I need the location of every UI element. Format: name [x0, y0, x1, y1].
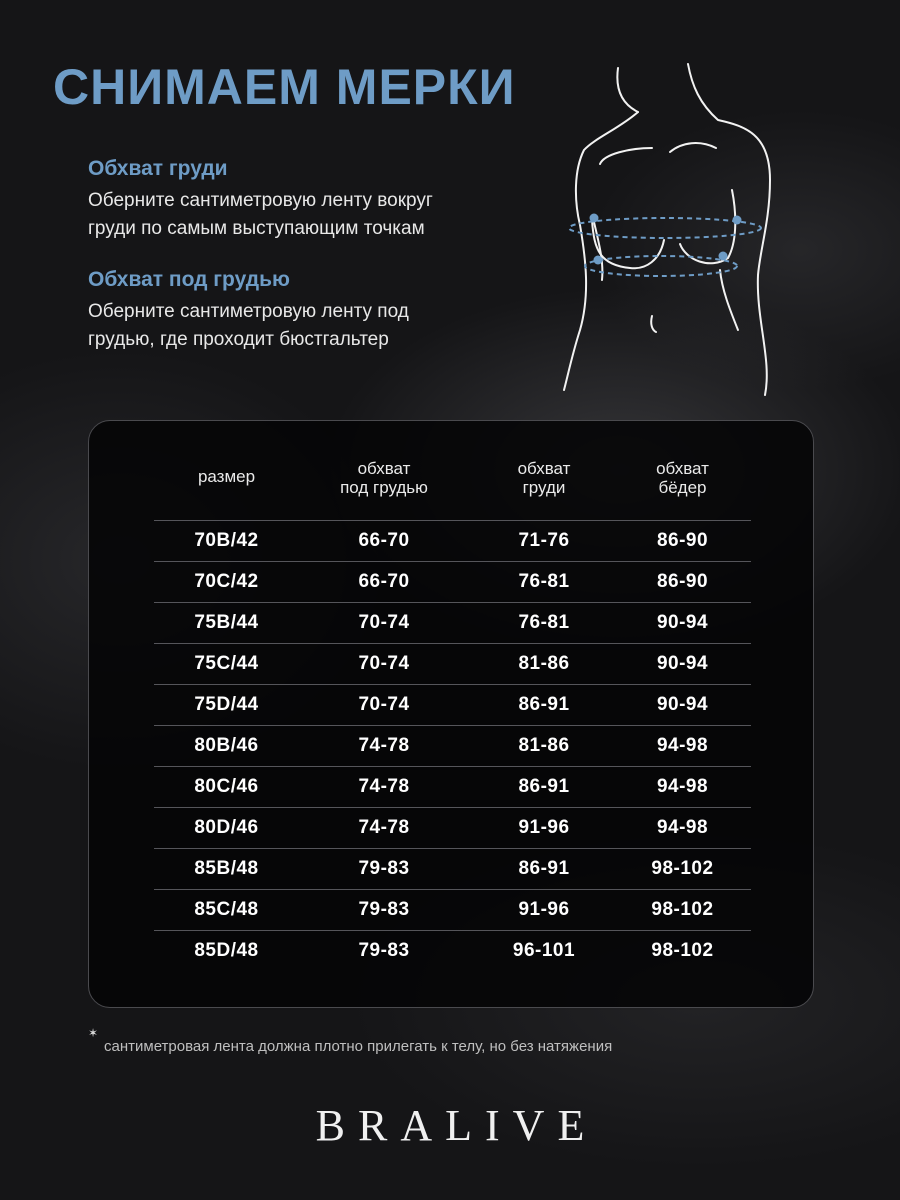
underbust-heading: Обхват под грудью — [88, 268, 290, 291]
underbust-cell: 79-83 — [358, 858, 410, 879]
bust-point-left — [590, 214, 599, 223]
table-row — [154, 684, 751, 725]
size-cell: 75B/44 — [194, 612, 259, 633]
header-hips: обхват бёдер — [656, 459, 709, 497]
underbust-cell: 79-83 — [358, 899, 410, 920]
size-chart-table — [88, 420, 814, 1008]
brand-logo: BRALIVE — [315, 1101, 598, 1150]
underbust-description: Оберните сантиметровую ленту под грудью, где проходит бюстгальтер — [88, 301, 409, 350]
table-row — [154, 520, 751, 561]
underbust-cell: 66-70 — [358, 530, 410, 551]
size-cell: 85C/48 — [194, 899, 259, 920]
right-arm-inner — [720, 270, 738, 330]
underbust-cell: 70-74 — [358, 653, 410, 674]
footnote-text: сантиметровая лента должна плотно прилегать к телу, но без натяжения — [104, 1038, 613, 1055]
underbust-point-left — [594, 256, 603, 265]
table-row — [154, 766, 751, 807]
hips-cell: 94-98 — [656, 817, 709, 838]
hips-cell: 94-98 — [656, 776, 709, 797]
right-neck-line — [688, 64, 770, 395]
size-cell: 80C/46 — [194, 776, 259, 797]
size-cell: 80B/46 — [194, 735, 259, 756]
chest-center-line — [670, 143, 716, 152]
underbust-cell: 74-78 — [358, 817, 410, 838]
left-chest-line — [600, 148, 652, 164]
hips-cell: 86-90 — [656, 530, 709, 551]
underbust-tape-ellipse — [585, 256, 737, 276]
bust-cell: 91-96 — [518, 899, 570, 920]
bust-cell: 86-91 — [518, 858, 570, 879]
bust-cell: 86-91 — [518, 694, 570, 715]
bust-cell: 86-91 — [518, 776, 570, 797]
underbust-cell: 74-78 — [358, 776, 410, 797]
size-cell: 70C/42 — [194, 571, 259, 592]
navel-line — [651, 316, 656, 332]
hips-cell: 86-90 — [656, 571, 709, 592]
bust-cell: 81-86 — [518, 735, 570, 756]
underbust-cell: 74-78 — [358, 735, 410, 756]
table-row — [154, 561, 751, 602]
hips-cell: 98-102 — [651, 940, 714, 961]
bust-point-right — [733, 216, 742, 225]
hips-cell: 98-102 — [651, 899, 714, 920]
bust-cell: 71-76 — [518, 530, 570, 551]
bust-tape-ellipse — [569, 218, 761, 238]
bust-cell: 76-81 — [518, 612, 570, 633]
table-row — [154, 889, 751, 930]
underbust-cell: 70-74 — [358, 694, 410, 715]
size-cell: 70B/42 — [194, 530, 259, 551]
bust-cell: 91-96 — [518, 817, 570, 838]
bust-cell: 81-86 — [518, 653, 570, 674]
asterisk-icon: ✶ — [88, 1026, 99, 1040]
hips-cell: 98-102 — [651, 858, 714, 879]
body-silhouette-illustration — [560, 60, 780, 400]
underbust-cell: 66-70 — [358, 571, 410, 592]
size-cell: 85D/48 — [194, 940, 259, 961]
bust-cell: 96-101 — [512, 940, 576, 961]
table-row — [154, 807, 751, 848]
page-title: СНИМАЕМ МЕРКИ — [53, 59, 516, 115]
bust-measure-section — [88, 157, 508, 243]
table-row — [154, 602, 751, 643]
size-cell: 75D/44 — [194, 694, 259, 715]
table-row — [154, 725, 751, 766]
header-size: размер — [197, 467, 256, 486]
hips-cell: 94-98 — [656, 735, 709, 756]
bust-cell: 76-81 — [518, 571, 570, 592]
size-cell: 75C/44 — [194, 653, 259, 674]
hips-cell: 90-94 — [656, 612, 709, 633]
table-row — [154, 848, 751, 889]
table-row — [154, 643, 751, 684]
size-cell: 80D/46 — [194, 817, 259, 838]
underbust-cell: 79-83 — [358, 940, 410, 961]
header-underbust: обхват под грудью — [340, 459, 428, 497]
table-header — [89, 421, 813, 521]
size-cell: 85B/48 — [194, 858, 259, 879]
underbust-point-right — [719, 252, 728, 261]
hips-cell: 90-94 — [656, 694, 709, 715]
right-breast-line — [680, 190, 735, 263]
bust-heading: Обхват груди — [88, 157, 228, 180]
table-row — [154, 930, 751, 971]
hips-cell: 90-94 — [656, 653, 709, 674]
bust-description: Оберните сантиметровую ленту вокруг груди по самым выступающим точкам — [88, 190, 433, 239]
header-bust: обхват груди — [517, 459, 571, 497]
underbust-cell: 70-74 — [358, 612, 410, 633]
table-body — [154, 520, 751, 971]
left-neck-line — [617, 68, 638, 112]
underbust-measure-section — [88, 268, 508, 354]
